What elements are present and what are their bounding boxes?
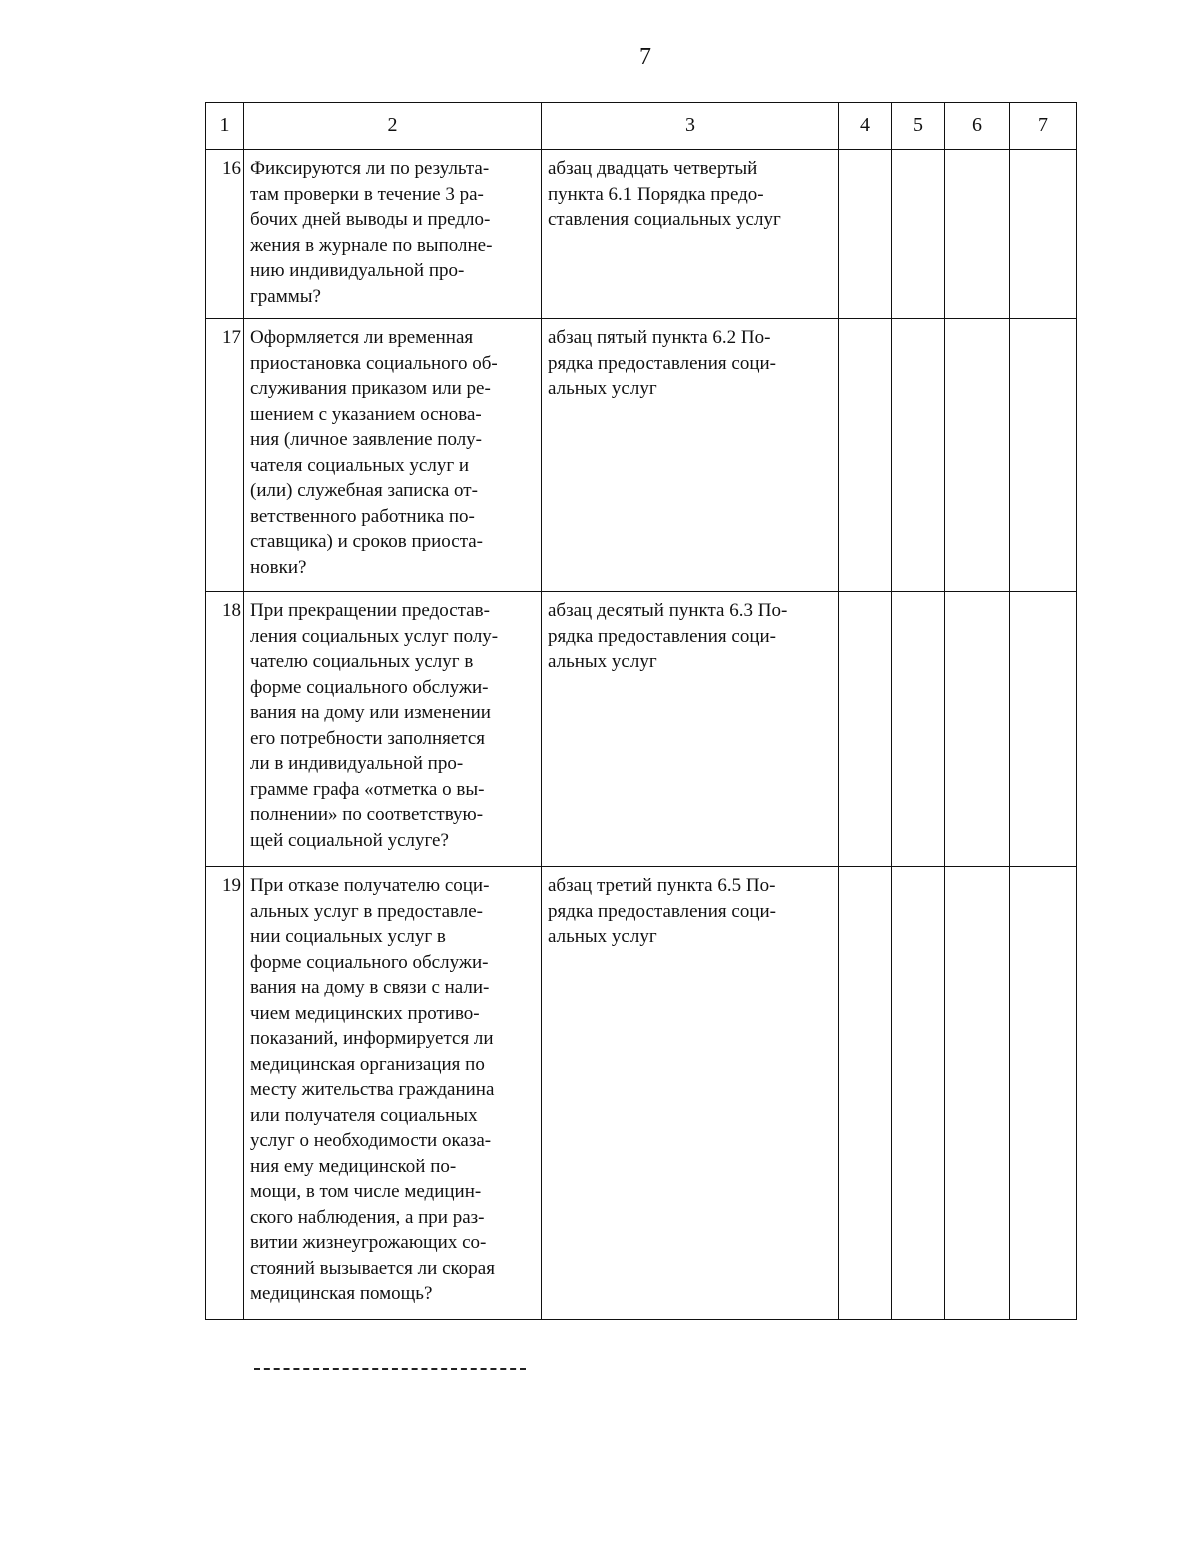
footnote-separator xyxy=(254,1368,526,1370)
reference-line: альных услуг xyxy=(548,926,657,947)
question-line: Оформляется ли временная xyxy=(250,327,474,348)
checklist-table xyxy=(205,102,1077,1320)
question-line: служивания приказом или ре- xyxy=(250,378,491,399)
question-line: вания на дому в связи с нали- xyxy=(250,977,490,998)
reference-cell xyxy=(542,319,839,592)
question-line: услуг о необходимости оказа- xyxy=(250,1130,492,1151)
question-line: или получателя социальных xyxy=(250,1104,478,1126)
question-line: нию индивидуальной про- xyxy=(250,260,465,281)
header-col-5: 5 xyxy=(892,103,945,150)
empty-cell-col-6 xyxy=(945,592,1010,867)
question-line: новки? xyxy=(250,556,307,578)
question-line: медицинская организация по xyxy=(250,1053,485,1075)
question-line: (или) служебная записка от- xyxy=(250,480,478,501)
row-number: 19 xyxy=(206,867,244,1320)
reference-line: альных услуг xyxy=(548,651,657,672)
question-line: приостановка социального об- xyxy=(250,352,498,374)
empty-cell-col-5 xyxy=(892,150,945,319)
question-line: мощи, в том числе медицин- xyxy=(250,1181,482,1202)
question-line: При отказе получателю соци- xyxy=(250,875,490,896)
question-line: полнении» по соответствую- xyxy=(250,804,484,825)
question-line: граммы? xyxy=(250,285,321,307)
empty-cell-col-4 xyxy=(839,150,892,319)
question-cell xyxy=(244,150,542,319)
reference-cell xyxy=(542,150,839,319)
table-row xyxy=(206,592,1077,867)
question-line: форме социального обслужи- xyxy=(250,951,489,973)
empty-cell-col-7 xyxy=(1010,867,1077,1320)
empty-cell-col-7 xyxy=(1010,592,1077,867)
row-number: 17 xyxy=(206,319,244,592)
table-header-row xyxy=(206,103,1077,150)
question-line: жения в журнале по выполне- xyxy=(250,234,493,256)
question-line: стояний вызывается ли скорая xyxy=(250,1257,495,1279)
reference-line: рядка предоставления соци- xyxy=(548,900,776,922)
empty-cell-col-5 xyxy=(892,319,945,592)
question-line: щей социальной услуге? xyxy=(250,829,449,851)
question-line: чием медицинских противо- xyxy=(250,1002,480,1024)
question-cell xyxy=(244,319,542,592)
question-cell xyxy=(244,592,542,867)
question-line: При прекращении предостав- xyxy=(250,600,490,621)
question-line: ставщика) и сроков приоста- xyxy=(250,531,484,552)
header-col-4: 4 xyxy=(839,103,892,150)
question-line: грамме графа «отметка о вы- xyxy=(250,778,485,800)
header-col-6: 6 xyxy=(945,103,1010,150)
reference-line: пункта 6.1 Порядка предо- xyxy=(548,183,764,205)
table-row xyxy=(206,867,1077,1320)
question-line: ветственного работника по- xyxy=(250,505,475,527)
question-line: форме социального обслужи- xyxy=(250,676,489,698)
reference-line: ставления социальных услуг xyxy=(548,209,781,230)
question-line: шением с указанием основа- xyxy=(250,403,482,425)
question-line: месту жительства гражданина xyxy=(250,1079,495,1100)
question-line: чателя социальных услуг и xyxy=(250,454,470,476)
empty-cell-col-7 xyxy=(1010,319,1077,592)
question-line: ления социальных услуг полу- xyxy=(250,625,499,647)
question-line: показаний, информируется ли xyxy=(250,1028,494,1049)
page-number: 7 xyxy=(639,44,651,70)
reference-cell xyxy=(542,592,839,867)
question-line: чателю социальных услуг в xyxy=(250,651,474,672)
question-line: ского наблюдения, а при раз- xyxy=(250,1206,485,1228)
question-line: витии жизнеугрожающих со- xyxy=(250,1232,487,1253)
header-col-1: 1 xyxy=(206,103,244,150)
question-line: нии социальных услуг в xyxy=(250,926,446,947)
empty-cell-col-4 xyxy=(839,319,892,592)
question-cell xyxy=(244,867,542,1320)
reference-line: абзац пятый пункта 6.2 По- xyxy=(548,327,771,348)
reference-line: рядка предоставления соци- xyxy=(548,625,776,647)
reference-line: абзац десятый пункта 6.3 По- xyxy=(548,600,788,621)
question-line: вания на дому или изменении xyxy=(250,702,491,723)
question-line: ния (личное заявление полу- xyxy=(250,429,482,450)
table-row xyxy=(206,150,1077,319)
reference-line: абзац третий пункта 6.5 По- xyxy=(548,875,776,896)
empty-cell-col-4 xyxy=(839,867,892,1320)
row-number: 18 xyxy=(206,592,244,867)
header-col-7: 7 xyxy=(1010,103,1077,150)
reference-cell xyxy=(542,867,839,1320)
question-line: медицинская помощь? xyxy=(250,1283,433,1304)
reference-line: рядка предоставления соци- xyxy=(548,352,776,374)
header-col-3: 3 xyxy=(542,103,839,150)
reference-line: альных услуг xyxy=(548,378,657,399)
question-line: альных услуг в предоставле- xyxy=(250,900,483,922)
header-col-2: 2 xyxy=(244,103,542,150)
empty-cell-col-7 xyxy=(1010,150,1077,319)
row-number: 16 xyxy=(206,150,244,319)
question-line: его потребности заполняется xyxy=(250,727,485,749)
empty-cell-col-6 xyxy=(945,150,1010,319)
empty-cell-col-6 xyxy=(945,867,1010,1320)
question-line: Фиксируются ли по результа- xyxy=(250,158,490,179)
empty-cell-col-5 xyxy=(892,867,945,1320)
question-line: бочих дней выводы и предло- xyxy=(250,209,491,230)
table-row xyxy=(206,319,1077,592)
empty-cell-col-5 xyxy=(892,592,945,867)
question-line: ли в индивидуальной про- xyxy=(250,753,464,774)
empty-cell-col-4 xyxy=(839,592,892,867)
reference-line: абзац двадцать четвертый xyxy=(548,158,758,179)
question-line: там проверки в течение 3 ра- xyxy=(250,183,484,205)
question-line: ния ему медицинской по- xyxy=(250,1155,457,1177)
empty-cell-col-6 xyxy=(945,319,1010,592)
